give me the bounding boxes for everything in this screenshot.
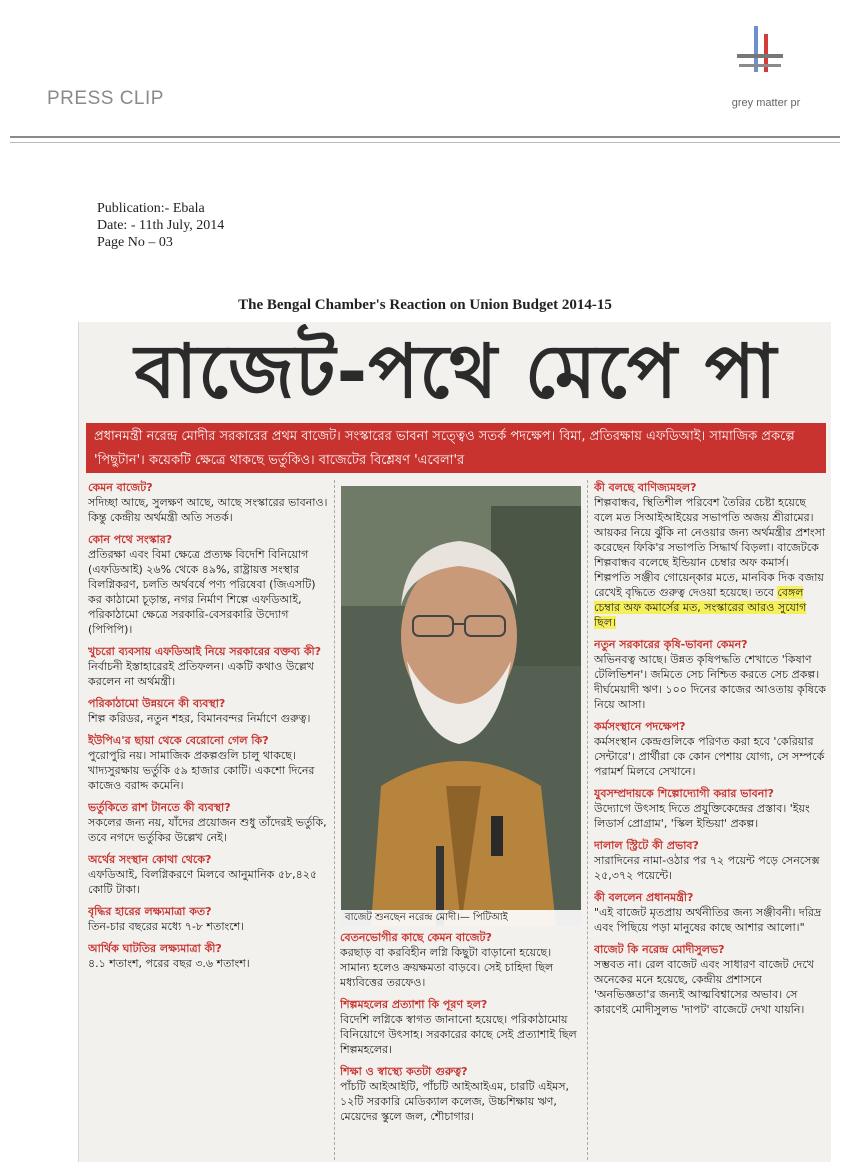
question-heading: কী বললেন প্রধানমন্ত্রী? [594,891,694,904]
publication-line: Publication:- Ebala [97,201,205,216]
answer-body: সকলের জন্য নয়, যাঁদের প্রয়োজন শুধু তাঁদেরই ভর্তুকি, তবে নগদে ভর্তুকির উল্লেখ নেই। [88,816,327,844]
middle-column [340,930,580,1160]
highlighted-quote: বেঙ্গল চেম্বার অফ কমার্সের মত, সংস্কারের আরও সুযোগ ছিল। [594,586,807,629]
answer-body: এফডিআই, বিলগ্নিকরণে মিলবে আনুমানিক ৫৮,৪২৫ কোটি টাকা। [88,868,318,896]
left-column [88,480,328,1160]
qa-section [594,786,826,831]
qa-section [88,941,328,971]
answer-body: সদিচ্ছা আছে, সুলক্ষণ আছে, আছে সংস্কারের ভাবনাও। কিন্তু কেন্দ্রীয় অর্থমন্ত্রী অতি সতর্ক। [88,496,328,524]
logo-tagline: grey matter pr [731,97,801,109]
question-heading: আর্থিক ঘাটতির লক্ষ্যমাত্রা কী? [88,942,222,955]
question-heading: শিক্ষা ও স্বাস্থ্যে কতটা গুরুত্ব? [340,1065,468,1078]
answer-text [594,652,826,712]
qa-section [594,942,826,1017]
qa-section [340,930,580,990]
portrait-image-icon [341,486,581,926]
answer-body: প্রতিরক্ষা এবং বিমা ক্ষেত্রে প্রত্যক্ষ বিদেশি বিনিয়োগ (এফডিআই) ২৬% থেকে ৪৯%, রাষ্ট্রায়ত্ত সংস্থার বিলগ্নিকরণ, চলতি অর্থবর্ষে পণ্য পরিষেবা (জিএসটি) কর কাঠামো চূড়ান্ত, নগর নির্মাণ শিল্পে এফডিআই, পরিকাঠামো ক্ষেত্রে সরকারি-বেসরকারি উদ্যোগ (পিপিপি)। [88,548,316,636]
answer-text [88,919,328,934]
question-heading: যুবসম্প্রদায়কে শিল্পোদ্যোগী করার ভাবনা? [594,787,774,800]
qa-section [594,890,826,935]
answer-body: বিদেশি লগ্নিকে স্বাগত জানানো হয়েছে। পরিকাঠামোয় বিনিয়োগে উৎসাহ। সরকারের কাছে সেই প্রত্যাশাই ছিল শিল্পমহলের। [340,1013,577,1056]
qa-section [88,733,328,793]
qa-section [88,480,328,525]
answer-text [88,711,328,726]
article-banner: প্রধানমন্ত্রী নরেন্দ্র মোদীর সরকারের প্রথম বাজেট। সংস্কারের ভাবনা সত্ত্বেও সতর্ক পদক্ষেপ। বিমা, প্রতিরক্ষায় এফডিআই। সামাজিক প্রকল্পে 'পিছুটান'। কয়েকটি ক্ষেত্রে থাকছে ভর্তুকিও। বাজেটের বিশ্লেষণ 'এবেলা'র [86,423,826,473]
date-line: Date: - 11th July, 2014 [97,218,225,233]
answer-text [594,957,826,1017]
clip-subtitle: The Bengal Chamber's Reaction on Union Budget 2014-15 [238,297,612,313]
photo-caption: বাজেট শুনছেন নরেন্দ্র মোদী।— পিটিআই [341,910,581,926]
question-heading: পরিকাঠামো উন্নয়নে কী ব্যবস্থা? [88,697,226,710]
qa-section [594,838,826,883]
answer-text [340,1012,580,1057]
answer-body: পুরোপুরি নয়। সামাজিক প্রকল্পগুলি চালু থাকছে। খাদ্যসুরক্ষায় ভর্তুকি ৫৯ হাজার কোটি। একশো দিনের কাজেও বরাদ্দ কমেনি। [88,749,315,792]
qa-section [594,637,826,712]
question-heading: ইউপিএ'র ছায়া থেকে বেরোনো গেল কি? [88,734,269,747]
column-divider [334,480,335,1160]
qa-section [88,644,328,689]
question-heading: ভর্তুকিতে রাশ টানতে কী ব্যবস্থা? [88,801,231,814]
qa-section [594,719,826,779]
answer-body: শিল্পবান্ধব, স্থিতিশীল পরিবেশ তৈরির চেষ্টা হয়েছে বলে মত সিআইআইয়ের সভাপতি অজয় শ্রীরামের। আয়কর নিয়ে ঝুঁকি না নেওয়ার জন্য অর্থমন্ত্রীর প্রশংসা করেছেন ফিকি'র সভাপতি সিদ্ধার্থ বিড়লা। বাজেটকে শিল্পবান্ধব বলেছে ইন্ডিয়ান চেম্বার অফ কমার্স। শিল্পপতি সঞ্জীব গোয়েন্‌কার মতে, মানবিক দিক বজায় রেখেই বৃদ্ধিতে গুরুত্ব দেওয়া হয়েছে। তবে [594,496,826,599]
answer-body: কর্মসংস্থান কেন্দ্রগুলিকে পরিণত করা হবে 'কেরিয়ার সেন্টারে'। প্রার্থীরা কে কোন পেশায় যোগ্য, সে সম্পর্কে পরামর্শ মিলবে সেখানে। [594,735,825,778]
answer-body: নির্বাচনী ইস্তাহারেরই প্রতিফলন। একটি কথাও উল্লেখ করলেন না অর্থমন্ত্রী। [88,660,314,688]
question-heading: কী বলছে বাণিজ্যমহল? [594,481,697,494]
qa-section [594,480,826,630]
article-photo [341,486,581,926]
answer-body: পাঁচটি আইআইটি, পাঁচটি আইআইএম, চারটি এইমস, ১২টি সরকারি মেডিক্যাল কলেজ, উচ্চশিক্ষায় ঋণ, মেয়েদের স্কুলে জল, শৌচাগার। [340,1080,570,1123]
column-divider [587,480,588,1160]
question-heading: খুচরো ব্যবসায় এফডিআই নিয়ে সরকারের বক্তব্য কী? [88,645,322,658]
answer-text [88,495,328,525]
answer-text [340,1079,580,1124]
question-heading: শিল্পমহলের প্রত্যাশা কি পূরণ হল? [340,998,488,1011]
answer-body: "এই বাজেট মৃতপ্রায় অর্থনীতির জন্য সঞ্জীবনী। দরিদ্র এবং পিছিয়ে পড়া মানুষের কাছে আশার আলো।" [594,906,822,934]
answer-body: শিল্প করিডর, নতুন শহর, বিমানবন্দর নির্মাণে গুরুত্ব। [88,712,311,725]
question-heading: কর্মসংস্থানে পদক্ষেপ? [594,720,686,733]
qa-section [88,532,328,637]
publication-meta [97,200,224,251]
question-heading: বেতনভোগীর কাছে কেমন বাজেট? [340,931,492,944]
answer-text [594,734,826,779]
header-rule [10,136,840,138]
answer-text [88,956,328,971]
answer-body: সম্ভবত না। রেল বাজেট এবং সাধারণ বাজেট দেখে অনেকের মনে হয়েছে, কেন্দ্রীয় প্রশাসনে 'অনভিজ্ঞতা'র জন্যই আত্মবিশ্বাসের অভাব। সে কারণেই মোদীসুলভ 'দাপট' বাজেটে দেখা যায়নি। [594,958,814,1016]
answer-text [594,801,826,831]
answer-body: সারাদিনের নামা-ওঠার পর ৭২ পয়েন্ট পড়ে সেনসেক্স ২৫,৩৭২ পয়েন্টে। [594,854,820,882]
answer-text [340,945,580,990]
qa-section [88,696,328,726]
right-column [594,480,826,1160]
page-line: Page No – 03 [97,235,173,250]
qa-section [340,1064,580,1124]
answer-body: অভিনবত্ব আছে। উন্নত কৃষিপদ্ধতি শেখাতে 'কিষাণ টেলিভিশন'। জমিতে সেচ নিশ্চিত করতে সেচ প্রকল্প। দীর্ঘমেয়াদী ঋণ। ১০০ দিনের কাজের আওতায় কৃষিকে নিয়ে আসা। [594,653,826,711]
answer-text [88,547,328,637]
answer-body: উদ্যোগে উৎসাহ দিতে প্রযুক্তিকেন্দ্রের প্রস্তাব। 'ইয়ং লিডার্স প্রোগ্রাম', 'স্কিল ইন্ডিয়া' প্রকল্প। [594,802,810,830]
answer-text [594,905,826,935]
question-heading: নতুন সরকারের কৃষি-ভাবনা কেমন? [594,638,748,651]
question-heading: বৃদ্ধির হারের লক্ষ্যমাত্রা কত? [88,905,212,918]
question-heading: কেমন বাজেট? [88,481,153,494]
answer-text [594,495,826,630]
answer-body: তিন-চার বছরের মধ্যে ৭-৮ শতাংশে। [88,920,245,933]
answer-text [88,659,328,689]
question-heading: দালাল স্ট্রিটে কী প্রভাব? [594,839,699,852]
answer-text [88,815,328,845]
logo-mark-icon [735,26,785,86]
qa-section [340,997,580,1057]
answer-body: করছাড় বা করবিহীন লগ্নি কিছুটা বাড়ানো হয়েছে। সামান্য হলেও ক্রয়ক্ষমতা বাড়বে। সেই চাহিদা ছিল মধ্যবিত্তের তরফেও। [340,946,554,989]
question-heading: বাজেট কি নরেন্দ্র মোদীসুলভ? [594,943,725,956]
press-clip-label: PRESS CLIP [47,88,164,109]
answer-text [88,748,328,793]
article-headline: বাজেট-পথে মেপে পা [134,329,778,415]
answer-text [88,867,328,897]
header-rule-thin [10,142,840,143]
qa-section [88,904,328,934]
qa-section [88,852,328,897]
question-heading: কোন পথে সংস্কার? [88,533,173,546]
answer-body: ৪.১ শতাংশ, পরের বছর ৩.৬ শতাংশ। [88,957,250,970]
answer-text [594,853,826,883]
question-heading: অর্থের সংস্থান কোথা থেকে? [88,853,212,866]
qa-section [88,800,328,845]
grey-matter-logo [720,26,810,116]
